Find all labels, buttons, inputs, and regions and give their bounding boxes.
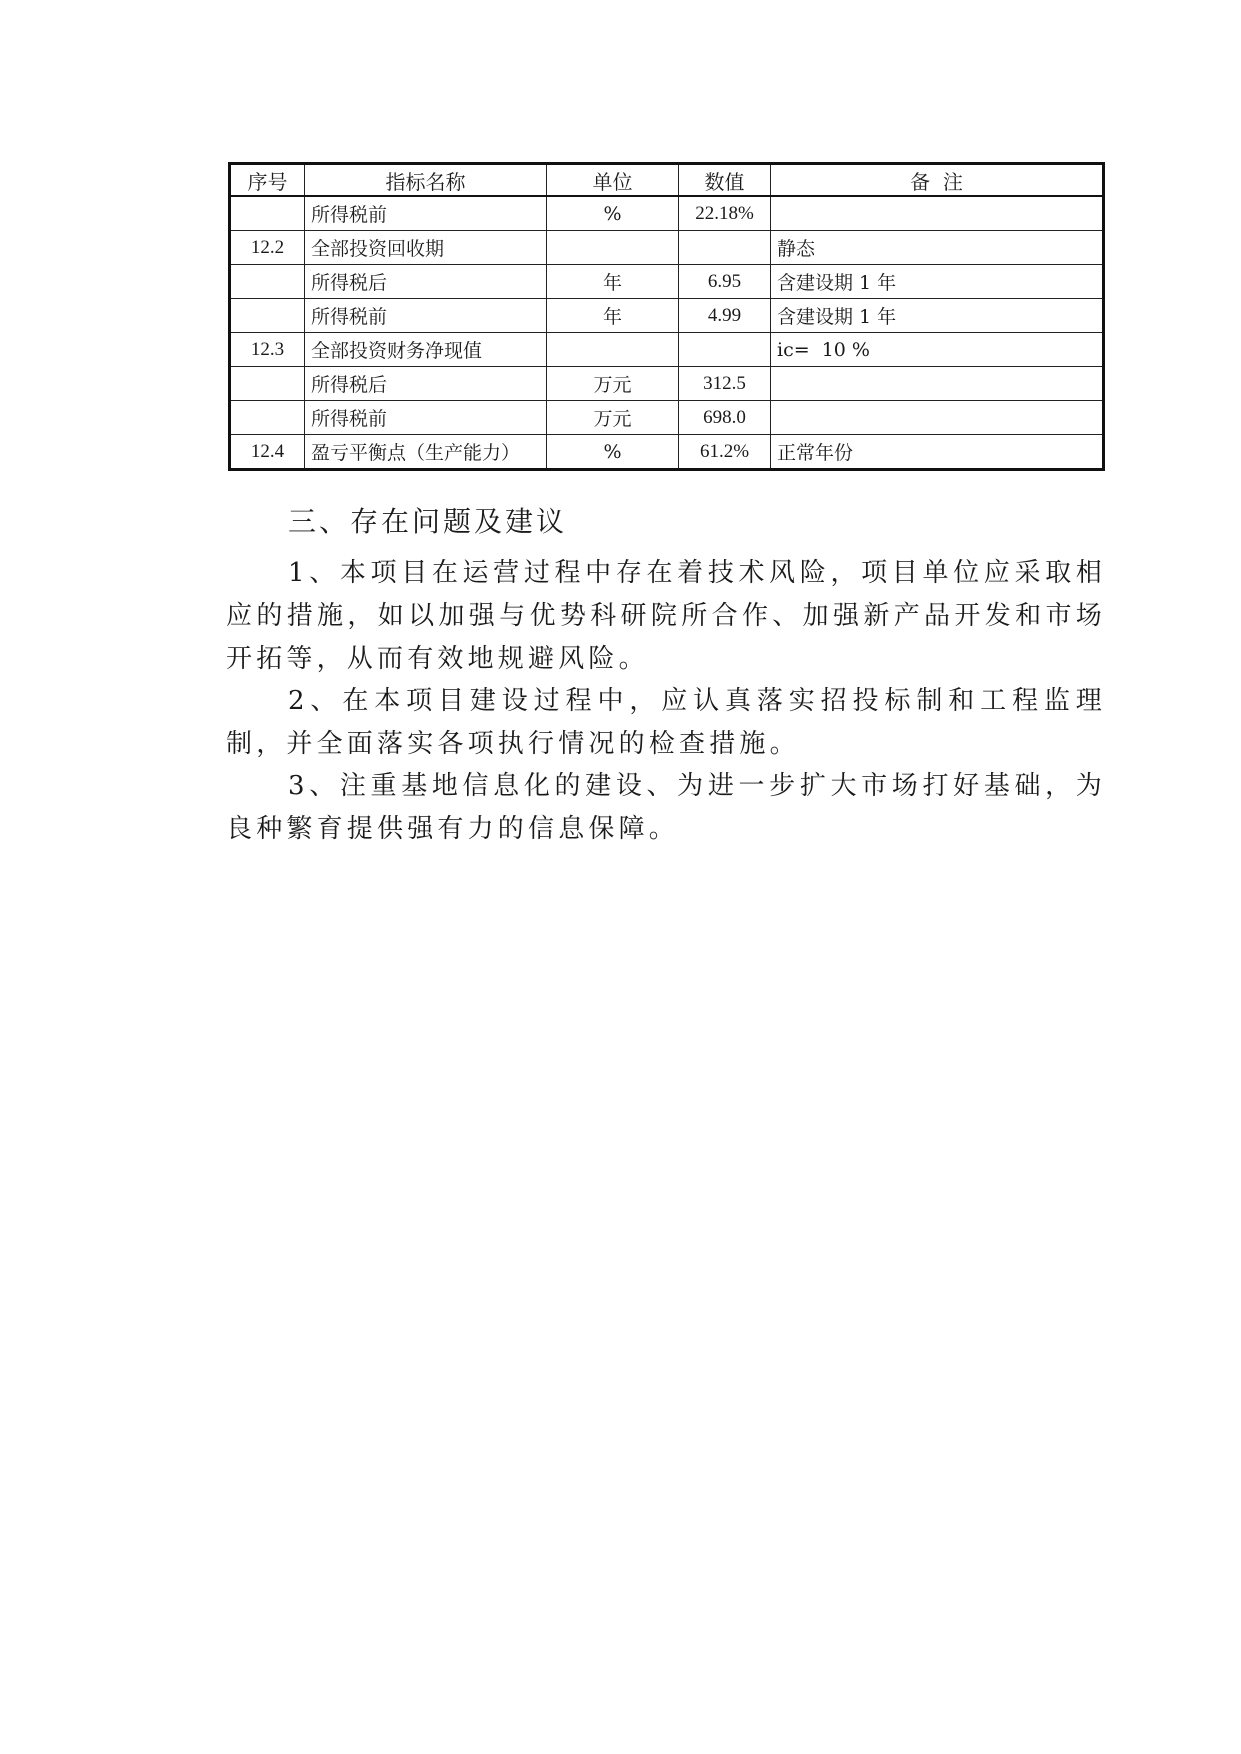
cell-note <box>771 401 1104 435</box>
cell-name: 所得税前 <box>305 196 547 231</box>
cell-unit: 万元 <box>547 401 679 435</box>
cell-no <box>230 265 305 299</box>
cell-unit <box>547 231 679 265</box>
table-row <box>230 265 1104 299</box>
paragraph-3: 3、注重基地信息化的建设、为进一步扩大市场打好基础，为良种繁育提供强有力的信息保障。 <box>226 771 1106 844</box>
cell-name: 盈亏平衡点（生产能力） <box>305 435 547 470</box>
cell-no: 12.3 <box>230 333 305 367</box>
cell-value <box>679 333 771 367</box>
cell-name: 全部投资回收期 <box>305 231 547 265</box>
cell-unit: 年 <box>547 299 679 333</box>
cell-note <box>771 196 1104 231</box>
table-row <box>230 367 1104 401</box>
cell-value <box>679 231 771 265</box>
cell-no: 12.2 <box>230 231 305 265</box>
header-note: 备 注 <box>771 164 1104 197</box>
cell-unit: 年 <box>547 265 679 299</box>
cell-unit <box>547 333 679 367</box>
cell-no <box>230 299 305 333</box>
header-no: 序号 <box>230 164 305 197</box>
cell-value: 6.95 <box>679 265 771 299</box>
cell-no: 12.4 <box>230 435 305 470</box>
cell-value: 61.2% <box>679 435 771 470</box>
table-row <box>230 435 1104 470</box>
section-heading: 三、存在问题及建议 <box>288 505 568 538</box>
table-row <box>230 401 1104 435</box>
cell-note: 正常年份 <box>771 435 1104 470</box>
header-unit: 单位 <box>547 164 679 197</box>
header-name: 指标名称 <box>305 164 547 197</box>
cell-no <box>230 367 305 401</box>
indicator-table <box>228 162 1105 471</box>
cell-name: 全部投资财务净现值 <box>305 333 547 367</box>
table-row <box>230 231 1104 265</box>
table-header-row <box>230 164 1104 197</box>
table-row <box>230 299 1104 333</box>
cell-name: 所得税后 <box>305 265 547 299</box>
cell-note: 静态 <box>771 231 1104 265</box>
cell-value: 4.99 <box>679 299 771 333</box>
cell-note <box>771 367 1104 401</box>
cell-note: 含建设期 1 年 <box>771 299 1104 333</box>
cell-unit: % <box>547 196 679 231</box>
cell-unit: % <box>547 435 679 470</box>
cell-unit: 万元 <box>547 367 679 401</box>
paragraph-1: 1、本项目在运营过程中存在着技术风险，项目单位应采取相应的措施，如以加强与优势科研院所合作、加强新产品开发和市场开拓等，从而有效地规避风险。 <box>226 558 1106 674</box>
cell-note: ic= 10 % <box>771 333 1104 367</box>
cell-value: 22.18% <box>679 196 771 231</box>
cell-name: 所得税前 <box>305 299 547 333</box>
cell-name: 所得税后 <box>305 367 547 401</box>
cell-no <box>230 196 305 231</box>
paragraph-2: 2、在本项目建设过程中，应认真落实招投标制和工程监理制，并全面落实各项执行情况的检查措施。 <box>226 686 1106 759</box>
table-row <box>230 333 1104 367</box>
cell-note: 含建设期 1 年 <box>771 265 1104 299</box>
cell-name: 所得税前 <box>305 401 547 435</box>
table-row <box>230 196 1104 231</box>
cell-no <box>230 401 305 435</box>
cell-value: 312.5 <box>679 367 771 401</box>
cell-value: 698.0 <box>679 401 771 435</box>
header-value: 数值 <box>679 164 771 197</box>
